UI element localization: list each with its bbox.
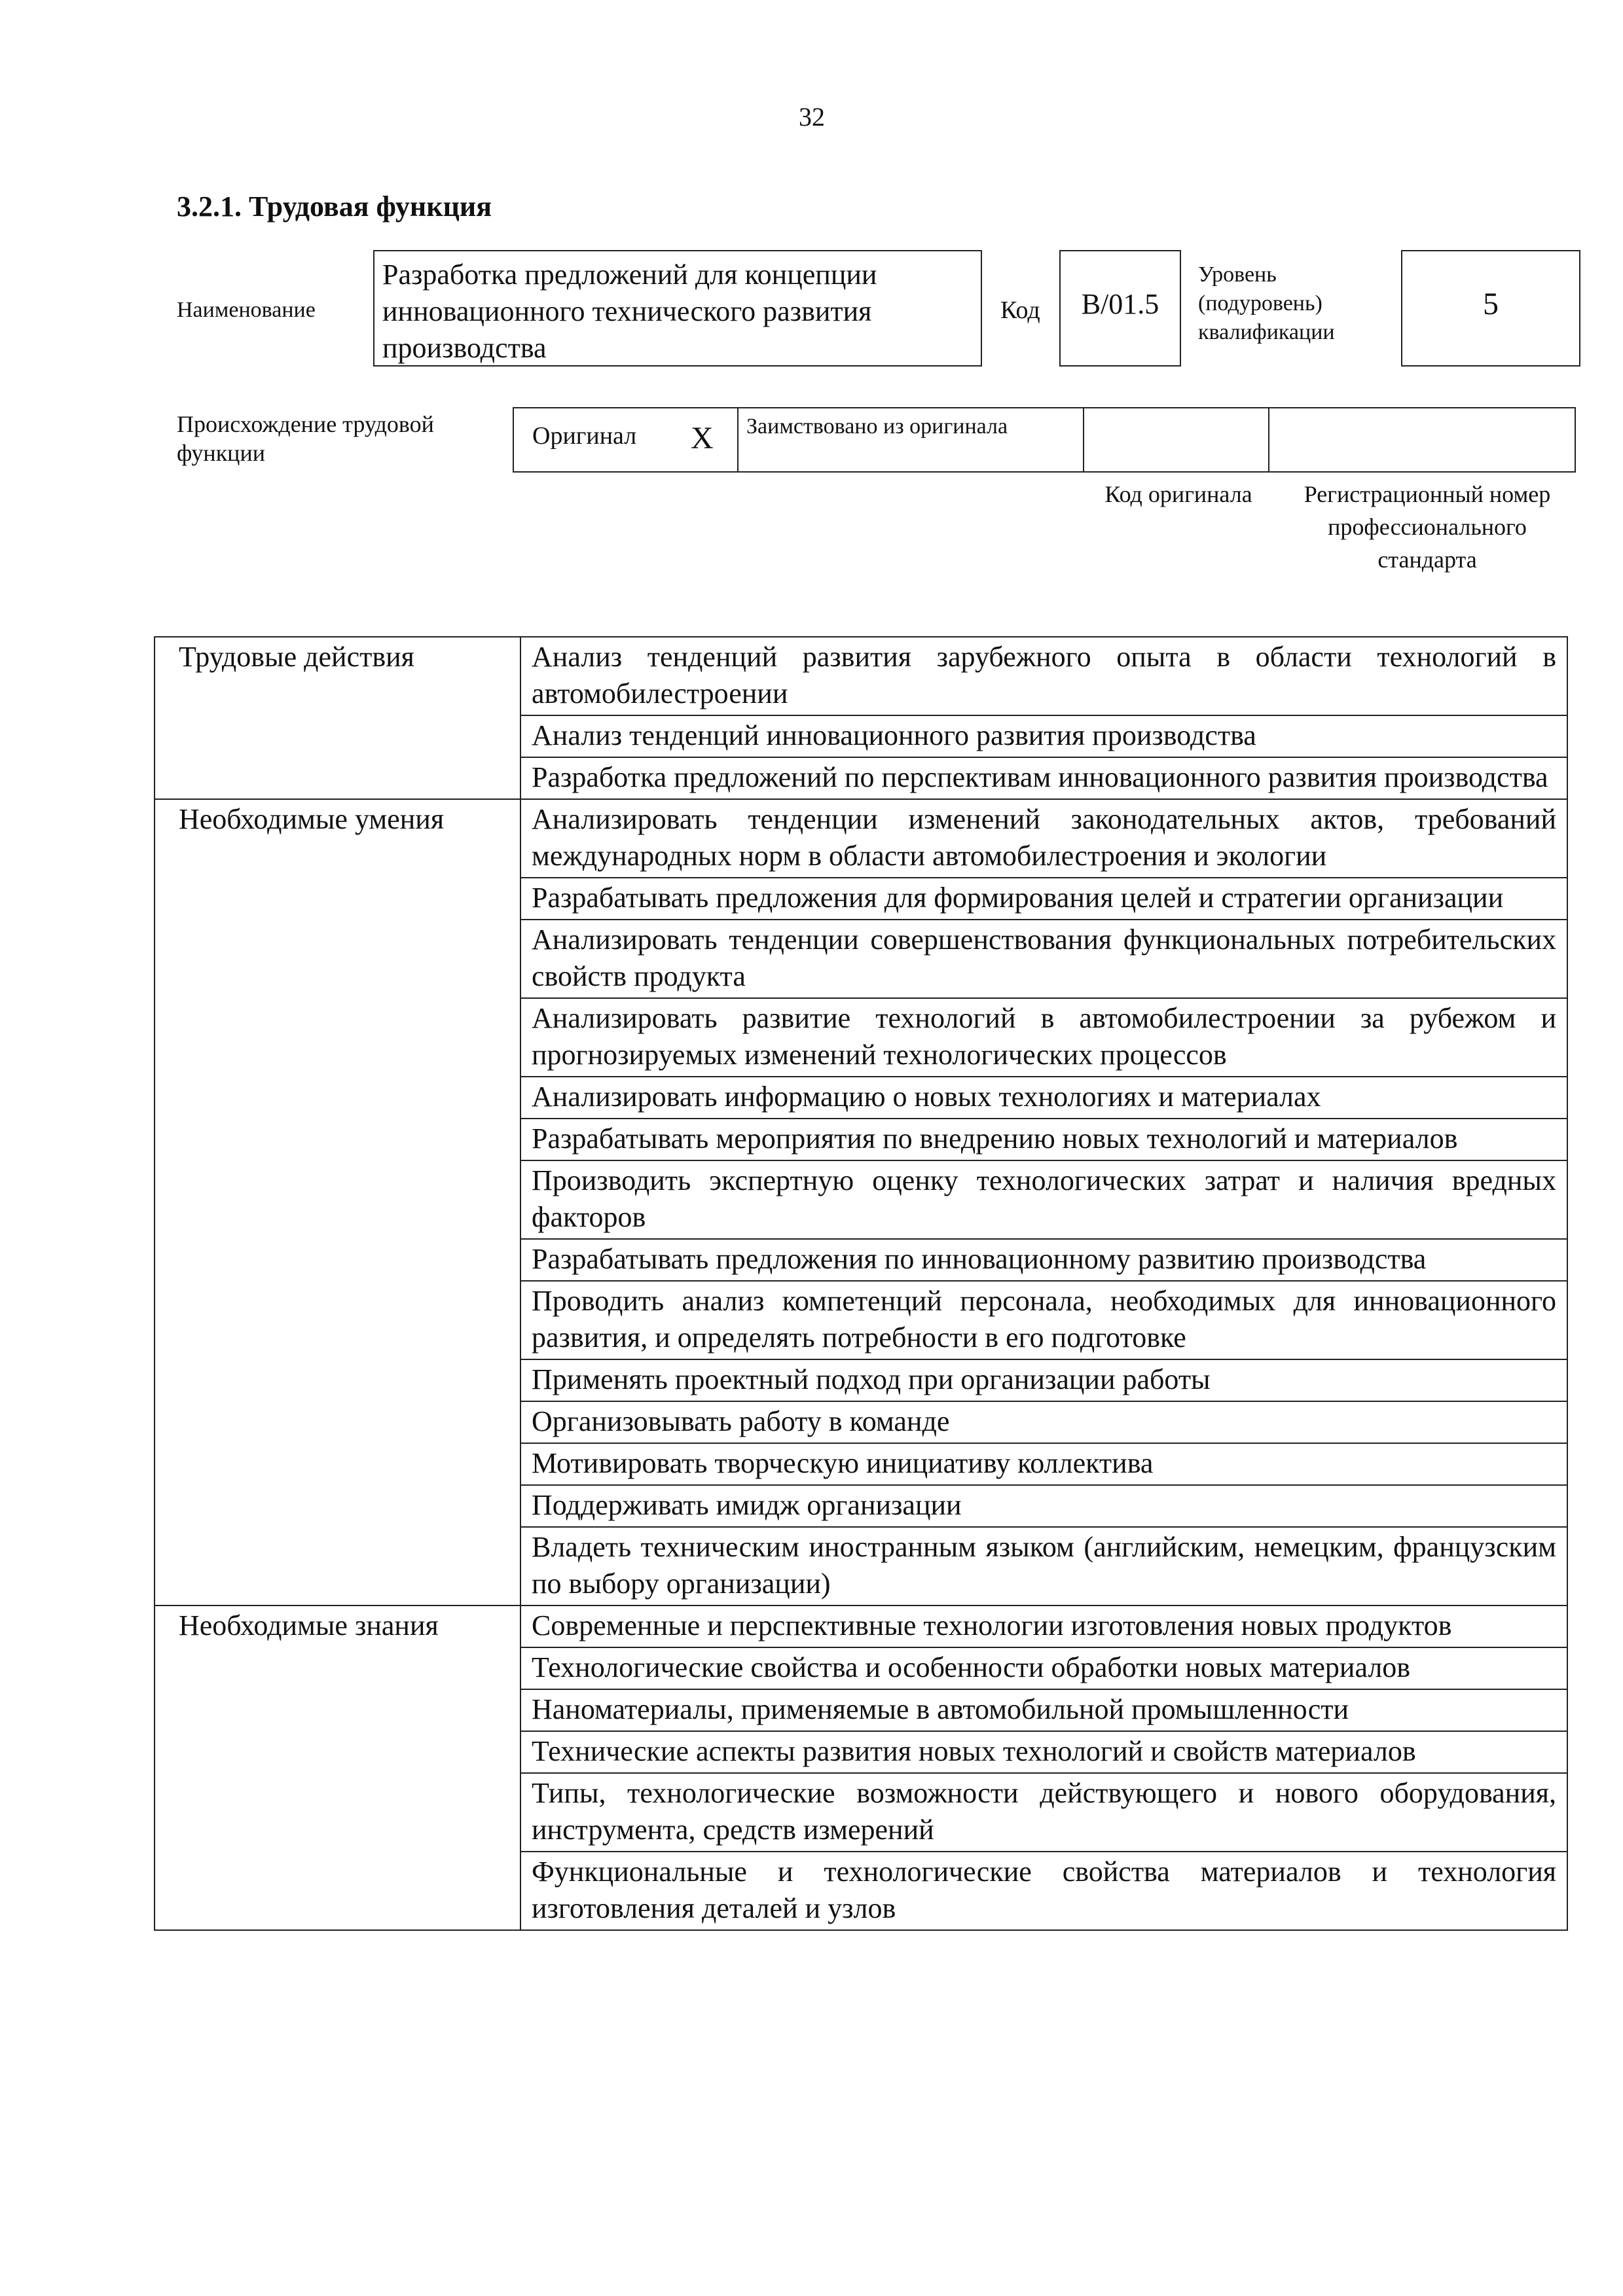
reg-number-caption: Регистрационный номер профессионального стандарта [1304,481,1551,573]
section-item: Анализировать развитие технологий в автомобилестроении за рубежом и прогнозируемых изменений технологических процессов [520,998,1567,1077]
name-label: Наименование [177,298,316,322]
code-value: B/01.5 [1059,250,1181,367]
original-label: Оригинал [532,422,637,450]
section-item: Мотивировать творческую инициативу коллектива [520,1443,1567,1485]
origin-label: Происхождение трудовой функции [177,411,434,466]
table-row [155,1605,1567,1647]
table-row [155,799,1567,878]
section-item: Разрабатывать предложения для формирования целей и стратегии организации [520,878,1567,920]
section-title: 3.2.1. Трудовая функция [177,190,492,223]
section-item: Анализировать информацию о новых технологиях и материалах [520,1077,1567,1119]
original-mark: X [691,421,714,456]
section-item: Разрабатывать мероприятия по внедрению новых технологий и материалов [520,1119,1567,1160]
section-item: Владеть техническим иностранным языком (английским, немецким, французским по выбору организации) [520,1527,1567,1605]
origin-original-cell [513,407,739,473]
section-item: Проводить анализ компетенций персонала, необходимых для инновационного развития, и определять потребности в его подготовке [520,1281,1567,1359]
origin-row [514,407,1581,473]
section-item: Анализ тенденций развития зарубежного опыта в области технологий в автомобилестроении [520,637,1567,715]
borrowed-label: Заимствовано из оригинала [746,414,1008,439]
section-category: Необходимые знания [155,1605,520,1930]
code-label: Код [1000,296,1040,324]
section-category: Необходимые умения [155,799,520,1605]
level-value: 5 [1401,250,1580,367]
function-table [154,636,1568,1931]
section-item: Анализировать тенденции изменений законодательных актов, требований международных норм в области автомобилестроения и экологии [520,799,1567,878]
table-row [155,637,1567,715]
section-item: Анализировать тенденции совершенствования функциональных потребительских свойств продукта [520,920,1567,998]
code-original-caption: Код оригинала [1104,481,1252,507]
section-item: Технологические свойства и особенности обработки новых материалов [520,1647,1567,1689]
section-item: Применять проектный подход при организации работы [520,1359,1567,1401]
section-item: Современные и перспективные технологии изготовления новых продуктов [520,1605,1567,1647]
page-number: 32 [799,102,825,132]
section-category: Трудовые действия [155,637,520,799]
level-label: Уровень (подуровень) квалификации [1198,262,1335,344]
section-item: Разработка предложений по перспективам инновационного развития производства [520,757,1567,799]
section-item: Поддерживать имидж организации [520,1485,1567,1527]
origin-reg-cell [1268,407,1576,473]
section-item: Функциональные и технологические свойства материалов и технология изготовления деталей и узлов [520,1852,1567,1930]
origin-borrowed-cell [737,407,1084,473]
section-item: Производить экспертную оценку технологических затрат и наличия вредных факторов [520,1160,1567,1239]
section-item: Организовывать работу в команде [520,1401,1567,1443]
section-item: Наноматериалы, применяемые в автомобильной промышленности [520,1689,1567,1731]
section-item: Типы, технологические возможности действующего и нового оборудования, инструмента, средств измерений [520,1773,1567,1852]
section-item: Разрабатывать предложения по инновационному развитию производства [520,1239,1567,1281]
section-item: Технические аспекты развития новых технологий и свойств материалов [520,1731,1567,1773]
origin-code-cell [1083,407,1269,473]
name-value: Разработка предложений для концепции инновационного технического развития производства [373,250,982,367]
section-item: Анализ тенденций инновационного развития производства [520,715,1567,757]
